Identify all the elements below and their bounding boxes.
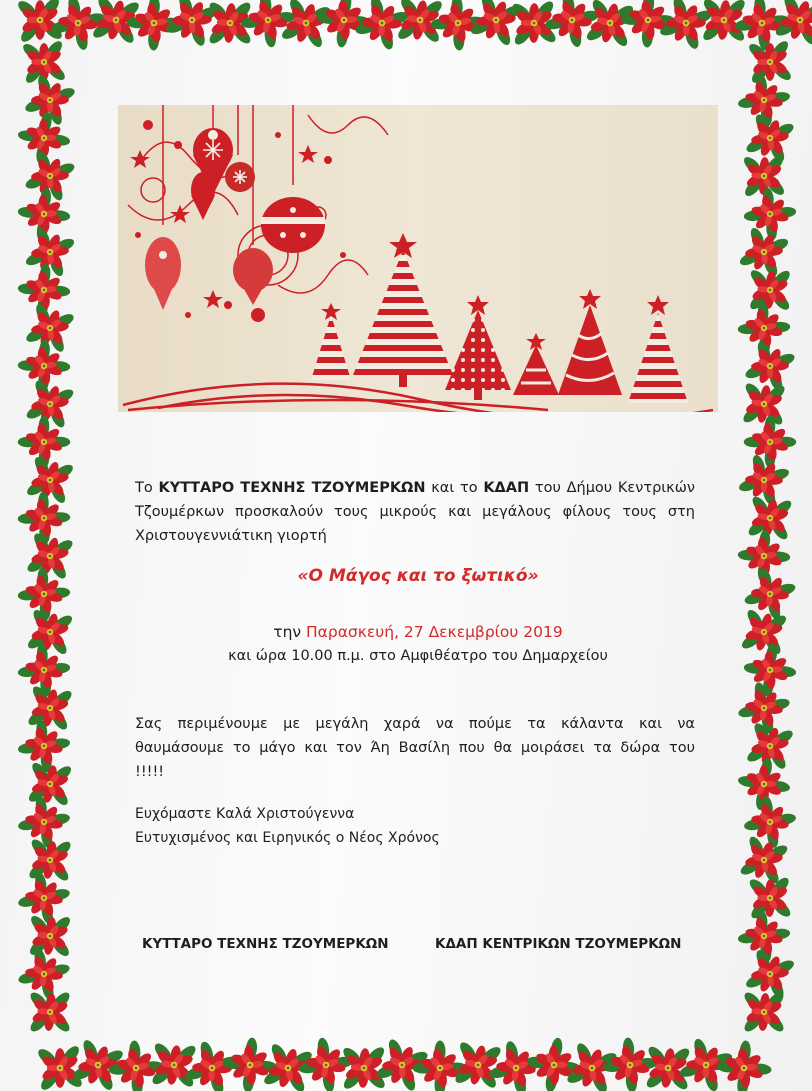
poinsettia-icon xyxy=(21,527,80,586)
organization-name-1: ΚΥΤΤΑΡΟ ΤΕΧΝΗΣ ΤΖΟΥΜΕΡΚΩΝ xyxy=(158,480,426,496)
poinsettia-icon xyxy=(25,987,76,1038)
event-title: «Ο Μάγος και το ξωτικό» xyxy=(297,566,539,586)
intro-line-3: Χριστουγεννιάτικη γιορτή xyxy=(135,528,327,544)
poinsettia-icon xyxy=(19,297,81,359)
christmas-banner xyxy=(118,105,718,412)
poinsettia-icon xyxy=(520,1031,588,1091)
poinsettia-icon xyxy=(580,0,640,53)
event-date-line: την Παρασκευή, 27 Δεκεμβρίου 2019 xyxy=(273,623,563,641)
poinsettia-icon xyxy=(737,377,791,431)
poinsettia-icon xyxy=(735,603,793,661)
poinsettia-icon xyxy=(20,374,81,435)
poinsettia-icon xyxy=(35,1043,84,1091)
event-date: Παρασκευή, 27 Δεκεμβρίου 2019 xyxy=(306,623,563,641)
signature-right: ΚΔΑΠ ΚΕΝΤΡΙΚΩΝ ΤΖΟΥΜΕΡΚΩΝ xyxy=(435,936,682,952)
poinsettia-icon xyxy=(746,874,795,923)
organization-name-2: ΚΔΑΠ xyxy=(483,480,530,496)
message-line-3: !!!!! xyxy=(135,764,165,780)
poinsettia-icon xyxy=(744,264,796,316)
intro-line-1: Το ΚΥΤΤΑΡΟ ΤΕΧΝΗΣ ΤΖΟΥΜΕΡΚΩΝ και το ΚΔΑΠ του Δήμου Κεντρικών xyxy=(135,480,695,496)
wishes-line-2: Ευτυχισμένος και Ειρηνικός ο Νέος Χρόνος xyxy=(135,830,440,846)
poinsettia-icon xyxy=(15,0,64,45)
signature-left: ΚΥΤΤΑΡΟ ΤΕΧΝΗΣ ΤΖΟΥΜΕΡΚΩΝ xyxy=(142,936,389,952)
poinsettia-icon xyxy=(20,450,80,510)
event-time-place: και ώρα 10.00 π.μ. στο Αμφιθέατρο του Δημαρχείου xyxy=(228,648,608,664)
poinsettia-icon xyxy=(739,987,790,1038)
wishes-line-1: Ευχόμαστε Καλά Χριστούγεννα xyxy=(135,806,355,822)
poinsettia-icon xyxy=(747,39,794,86)
message-line-1: Σας περιμένουμε με μεγάλη χαρά να πούμε τα κάλαντα και να xyxy=(135,716,695,732)
message-line-2: θαυμάσουμε το μάγο και τον Άη Βασίλη που θα μοιράσει τα δώρα του xyxy=(135,740,695,756)
intro-line-2: Τζουμέρκων προσκαλούν τους μικρούς και μεγάλους φίλους τους στη xyxy=(135,504,695,520)
